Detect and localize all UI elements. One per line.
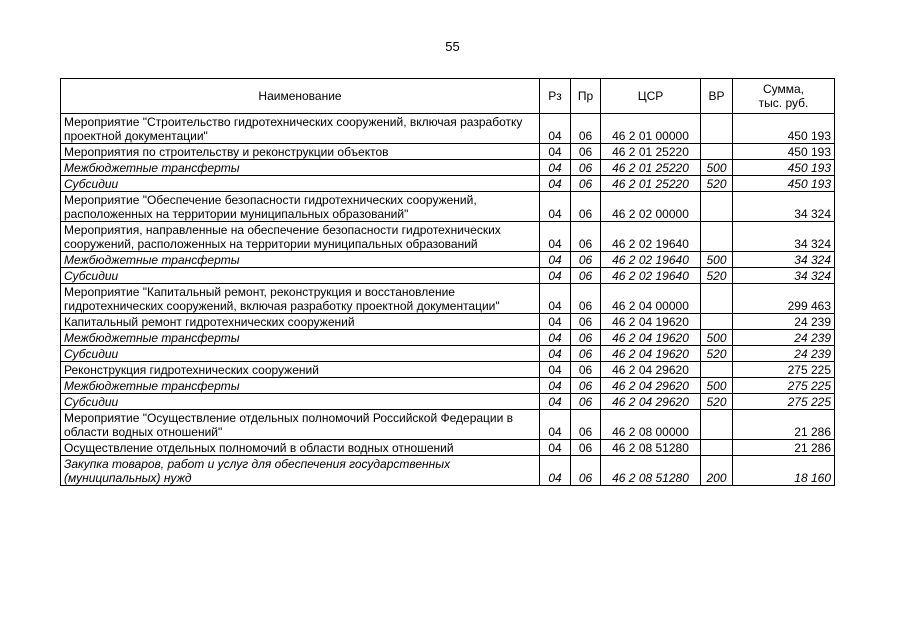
page-number: 55 [445,39,460,54]
cell-rz: 04 [540,456,571,486]
cell-rz: 04 [540,144,571,160]
cell-sum: 34 324 [733,222,835,252]
cell-vr: 520 [701,394,733,410]
cell-rz: 04 [540,346,571,362]
table-row [61,222,835,252]
cell-vr [701,284,733,314]
cell-name: Субсидии [61,346,540,362]
table-row [61,314,835,330]
cell-sum: 299 463 [733,284,835,314]
cell-csr: 46 2 02 00000 [601,192,701,222]
cell-name: Осуществление отдельных полномочий в области водных отношений [61,440,540,456]
cell-pr: 06 [571,222,601,252]
cell-sum: 24 239 [733,346,835,362]
cell-pr: 06 [571,314,601,330]
cell-csr: 46 2 08 51280 [601,440,701,456]
header-vr: ВР [701,79,733,114]
cell-rz: 04 [540,330,571,346]
cell-rz: 04 [540,394,571,410]
cell-pr: 06 [571,192,601,222]
header-csr: ЦСР [601,79,701,114]
cell-sum: 24 239 [733,314,835,330]
cell-name: Капитальный ремонт гидротехнических сооружений [61,314,540,330]
cell-vr [701,222,733,252]
cell-vr: 520 [701,176,733,192]
cell-vr: 520 [701,346,733,362]
cell-sum: 34 324 [733,252,835,268]
cell-name: Мероприятия по строительству и реконструкции объектов [61,144,540,160]
cell-csr: 46 2 01 25220 [601,144,701,160]
cell-sum: 450 193 [733,176,835,192]
cell-name: Субсидии [61,176,540,192]
cell-pr: 06 [571,378,601,394]
cell-pr: 06 [571,144,601,160]
cell-vr: 200 [701,456,733,486]
cell-rz: 04 [540,222,571,252]
table-row [61,252,835,268]
header-sum: Сумма, тыс. руб. [733,79,835,114]
cell-pr: 06 [571,394,601,410]
cell-name: Мероприятия, направленные на обеспечение безопасности гидротехнических сооружений, расположенных на территории муниципальных образований [61,222,540,252]
cell-name: Межбюджетные трансферты [61,160,540,176]
table-row [61,330,835,346]
cell-csr: 46 2 04 19620 [601,314,701,330]
cell-rz: 04 [540,362,571,378]
cell-csr: 46 2 01 25220 [601,160,701,176]
cell-csr: 46 2 02 19640 [601,222,701,252]
cell-csr: 46 2 02 19640 [601,268,701,284]
cell-sum: 450 193 [733,144,835,160]
cell-sum: 34 324 [733,192,835,222]
table-row [61,378,835,394]
cell-pr: 06 [571,114,601,144]
cell-name: Мероприятие "Осуществление отдельных полномочий Российской Федерации в области водных отношений" [61,410,540,440]
cell-sum: 21 286 [733,440,835,456]
cell-pr: 06 [571,330,601,346]
cell-name: Закупка товаров, работ и услуг для обеспечения государственных (муниципальных) нужд [61,456,540,486]
cell-vr [701,192,733,222]
header-name: Наименование [61,79,540,114]
cell-sum: 275 225 [733,394,835,410]
table-row [61,144,835,160]
cell-vr [701,440,733,456]
cell-pr: 06 [571,252,601,268]
cell-sum: 18 160 [733,456,835,486]
table-row [61,284,835,314]
cell-csr: 46 2 04 19620 [601,346,701,362]
cell-sum: 450 193 [733,160,835,176]
cell-csr: 46 2 08 00000 [601,410,701,440]
cell-rz: 04 [540,440,571,456]
table-row [61,192,835,222]
cell-rz: 04 [540,410,571,440]
cell-name: Субсидии [61,394,540,410]
cell-rz: 04 [540,252,571,268]
cell-name: Межбюджетные трансферты [61,252,540,268]
cell-vr: 520 [701,268,733,284]
cell-csr: 46 2 04 19620 [601,330,701,346]
cell-rz: 04 [540,378,571,394]
table-row [61,176,835,192]
cell-sum: 34 324 [733,268,835,284]
cell-pr: 06 [571,346,601,362]
cell-rz: 04 [540,268,571,284]
cell-rz: 04 [540,284,571,314]
cell-name: Межбюджетные трансферты [61,378,540,394]
table-body [61,114,835,486]
cell-pr: 06 [571,410,601,440]
cell-vr [701,144,733,160]
cell-csr: 46 2 02 19640 [601,252,701,268]
table-row [61,346,835,362]
cell-csr: 46 2 01 00000 [601,114,701,144]
table-row [61,410,835,440]
cell-csr: 46 2 04 29620 [601,362,701,378]
cell-sum: 450 193 [733,114,835,144]
cell-vr: 500 [701,160,733,176]
cell-vr: 500 [701,378,733,394]
cell-pr: 06 [571,284,601,314]
cell-vr [701,114,733,144]
cell-rz: 04 [540,114,571,144]
cell-rz: 04 [540,160,571,176]
cell-pr: 06 [571,362,601,378]
cell-csr: 46 2 04 29620 [601,378,701,394]
cell-sum: 24 239 [733,330,835,346]
cell-name: Межбюджетные трансферты [61,330,540,346]
cell-csr: 46 2 01 25220 [601,176,701,192]
budget-table [60,78,835,486]
table-header-row [61,79,835,114]
cell-rz: 04 [540,314,571,330]
cell-vr: 500 [701,252,733,268]
table-row [61,440,835,456]
cell-sum: 21 286 [733,410,835,440]
cell-csr: 46 2 04 00000 [601,284,701,314]
cell-pr: 06 [571,160,601,176]
table-row [61,456,835,486]
cell-pr: 06 [571,176,601,192]
header-pr: Пр [571,79,601,114]
cell-pr: 06 [571,456,601,486]
cell-vr: 500 [701,330,733,346]
cell-rz: 04 [540,176,571,192]
cell-name: Мероприятие "Обеспечение безопасности гидротехнических сооружений, расположенных на территории муниципальных образований" [61,192,540,222]
cell-name: Реконструкция гидротехнических сооружений [61,362,540,378]
cell-sum: 275 225 [733,362,835,378]
cell-sum: 275 225 [733,378,835,394]
header-rz: Рз [540,79,571,114]
cell-vr [701,410,733,440]
table-row [61,114,835,144]
cell-rz: 04 [540,192,571,222]
table-row [61,160,835,176]
cell-pr: 06 [571,440,601,456]
cell-vr [701,314,733,330]
table-row [61,268,835,284]
cell-pr: 06 [571,268,601,284]
cell-name: Субсидии [61,268,540,284]
table-row [61,394,835,410]
cell-csr: 46 2 08 51280 [601,456,701,486]
cell-name: Мероприятие "Капитальный ремонт, реконструкция и восстановление гидротехнических сооружений, включая разработку проектной документации" [61,284,540,314]
cell-vr [701,362,733,378]
cell-csr: 46 2 04 29620 [601,394,701,410]
table-row [61,362,835,378]
cell-name: Мероприятие "Строительство гидротехнических сооружений, включая разработку проектной документации" [61,114,540,144]
